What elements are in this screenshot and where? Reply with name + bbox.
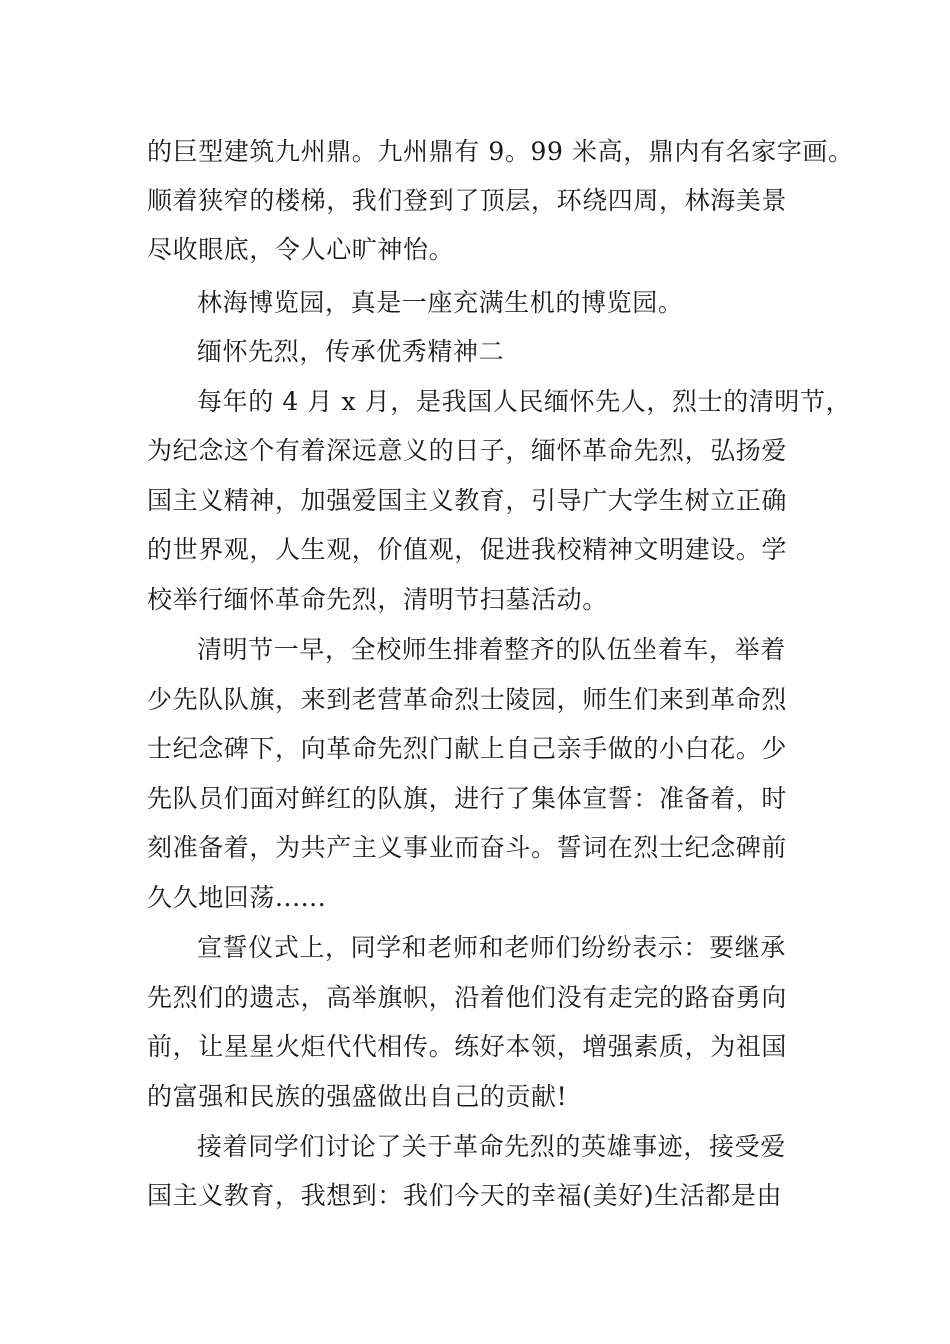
- text-line: 前，让星星火炬代代相传。练好本领，增强素质，为祖国: [147, 1032, 788, 1061]
- text-line: 国主义教育，我想到：我们今天的幸福(美好)生活都是由: [147, 1181, 783, 1210]
- text-line: 士纪念碑下，向革命先烈门献上自己亲手做的小白花。少: [147, 734, 788, 763]
- text-line: 的富强和民族的强盛做出自己的贡献!: [147, 1082, 568, 1111]
- text-line: 国主义精神，加强爱国主义教育，引导广大学生树立正确: [147, 486, 788, 515]
- paragraph-first-line: 接着同学们讨论了关于革命先烈的英雄事迹，接受爱: [197, 1132, 786, 1161]
- text-line: 的巨型建筑九州鼎。九州鼎有 9。99 米高，鼎内有名家字画。: [147, 137, 854, 166]
- paragraph-first-line: 宣誓仪式上，同学和老师和老师们纷纷表示：要继承: [197, 933, 786, 962]
- text-line: 先烈们的遗志，高举旗帜，沿着他们没有走完的路奋勇向: [147, 983, 788, 1012]
- text-line: 少先队队旗，来到老营革命烈士陵园，师生们来到革命烈: [147, 685, 788, 714]
- text-line: 为纪念这个有着深远意义的日子，缅怀革命先烈，弘扬爱: [147, 436, 788, 465]
- text-line: 先队员们面对鲜红的队旗，进行了集体宣誓：准备着，时: [147, 784, 788, 813]
- paragraph-first-line: 每年的 4 月 x 月，是我国人民缅怀先人，烈士的清明节，: [197, 387, 852, 416]
- text-line: 久久地回荡......: [147, 883, 327, 912]
- paragraph-first-line: 清明节一早，全校师生排着整齐的队伍坐着车，举着: [197, 635, 786, 664]
- text-line: 的世界观，人生观，价值观，促进我校精神文明建设。学: [147, 535, 788, 564]
- paragraph-first-line: 林海博览园，真是一座充满生机的博览园。: [197, 288, 684, 317]
- text-line: 尽收眼底，令人心旷神怡。: [147, 235, 455, 264]
- section-heading: 缅怀先烈，传承优秀精神二: [197, 337, 505, 366]
- text-line: 刻准备着，为共产主义事业而奋斗。誓词在烈士纪念碑前: [147, 833, 788, 862]
- text-line: 顺着狭窄的楼梯，我们登到了顶层，环绕四周，林海美景: [147, 186, 788, 215]
- text-line: 校举行缅怀革命先烈，清明节扫墓活动。: [147, 585, 608, 614]
